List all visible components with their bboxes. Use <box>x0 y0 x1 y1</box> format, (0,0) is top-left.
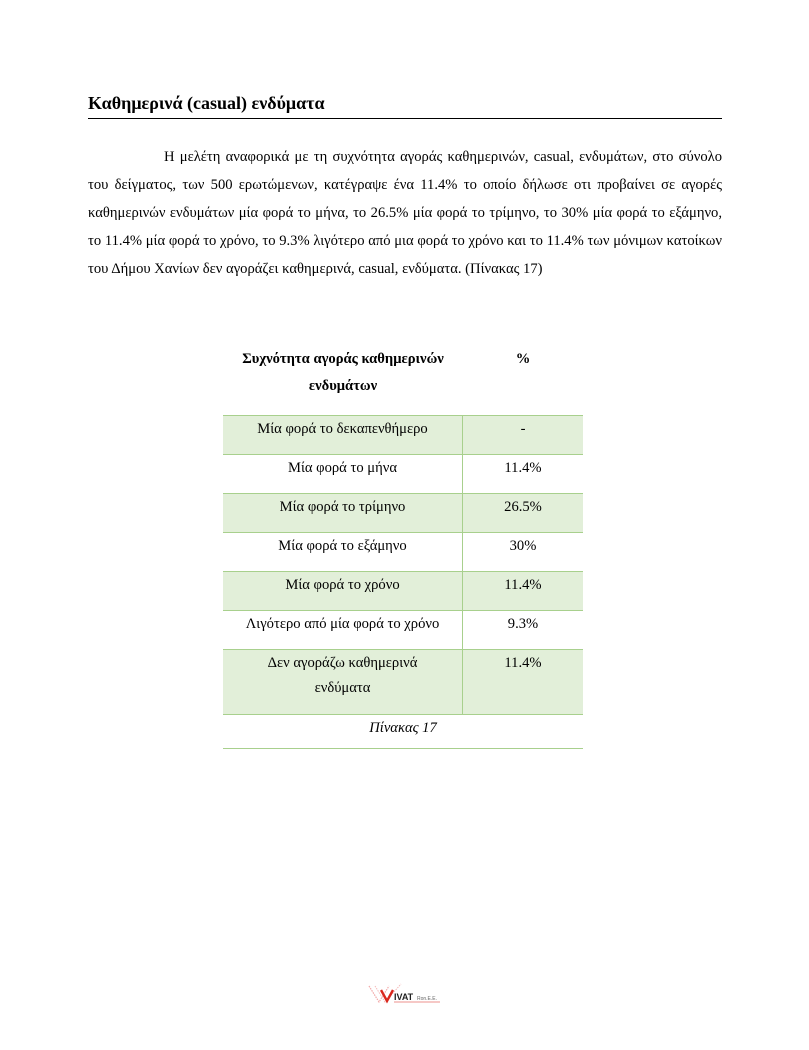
table-row <box>223 650 583 715</box>
body-paragraph <box>88 143 722 283</box>
row-value: 9.3% <box>507 616 539 632</box>
table-caption: Πίνακας 17 <box>223 717 583 749</box>
row-value: 11.4% <box>504 460 542 476</box>
table-header <box>223 346 583 406</box>
paragraph-text: Η μελέτη αναφορικά με τη συχνότητα αγοράς καθημερινών, casual, ενδυμάτων, στο σύνολο του δείγματος, των 500 ερωτώμενων, κατέγραψε ένα 11.4% το οποίο δήλωσε οτι προβαίνει σε αγορές καθημερινών ενδυμάτων μία φορά το μήνα, το 26.5% μία φορά το τρίμηνο, το 30% μία φορά το εξάμηνο, το 11.4% μία φορά το χρόνο, το 9.3% λιγότερο από μια φορά το χρόνο και το 11.4% των μόνιμων κατοίκων του Δήμου Χανίων δεν αγοράζει καθημερινά, casual, ενδύματα. (Πίνακας 17) <box>88 149 722 277</box>
row-value: 11.4% <box>504 577 542 593</box>
table-row <box>223 572 583 611</box>
table-header-percent: % <box>515 351 531 367</box>
row-label: Δεν αγοράζω καθημερινά ενδύματα <box>223 650 463 714</box>
row-value: 11.4% <box>504 655 542 671</box>
table-header-label: Συχνότητα αγοράς καθημερινών ενδυμάτων <box>242 351 444 394</box>
row-label: Μία φορά το δεκαπενθήμερο <box>223 416 463 454</box>
row-label: Μία φορά το χρόνο <box>223 572 463 610</box>
row-value: 26.5% <box>504 499 542 515</box>
row-value: - <box>520 421 526 437</box>
row-label: Λιγότερο από μία φορά το χρόνο <box>223 611 463 649</box>
table-row <box>223 416 583 455</box>
frequency-table <box>223 415 583 715</box>
row-value: 30% <box>509 538 537 554</box>
logo-text: IVAT <box>394 992 414 1002</box>
table-row <box>223 455 583 494</box>
row-label: Μία φορά το μήνα <box>223 455 463 493</box>
section-heading: Καθημερινά (casual) ενδύματα <box>88 92 722 119</box>
table-row <box>223 494 583 533</box>
row-label: Μία φορά το τρίμηνο <box>223 494 463 532</box>
row-label: Μία φορά το εξάμηνο <box>223 533 463 571</box>
logo-subtext: Ron.E.E. <box>417 996 438 1002</box>
table-row <box>223 611 583 650</box>
table-row <box>223 533 583 572</box>
company-logo <box>367 982 445 1008</box>
